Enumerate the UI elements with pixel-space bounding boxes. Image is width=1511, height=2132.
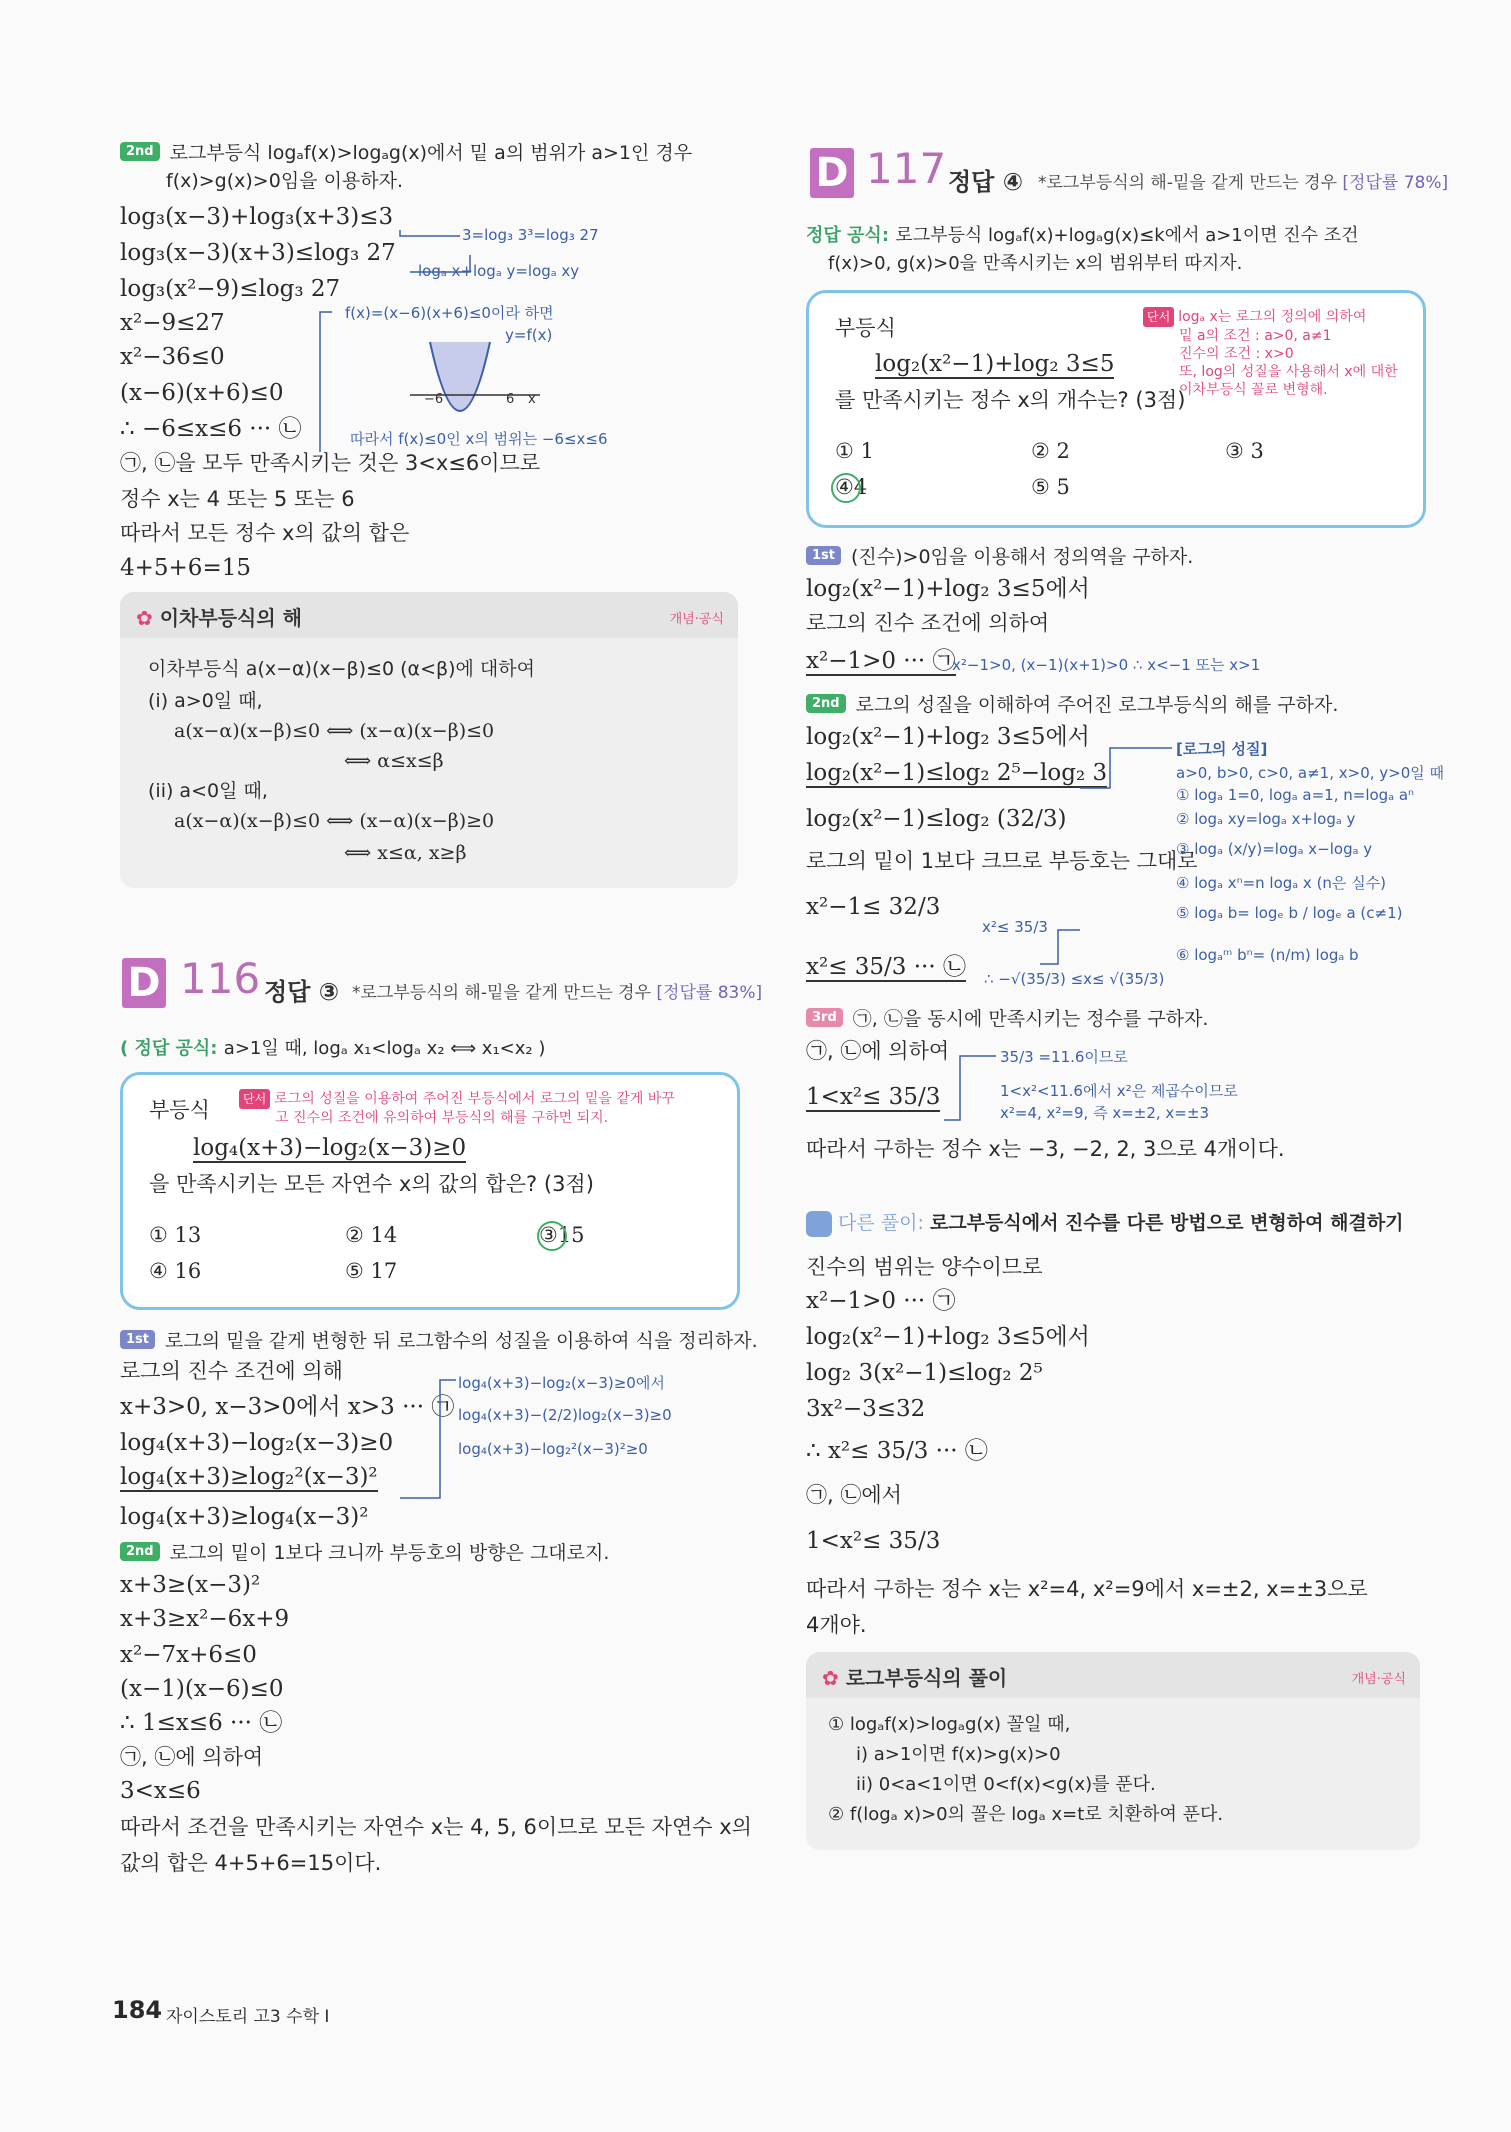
- solution-line: x²−36≤0: [120, 344, 225, 370]
- solution-line: 따라서 조건을 만족시키는 자연수 x는 4, 5, 6이므로 모든 자연수 x의: [120, 1815, 752, 1839]
- solution-line: log₄(x+3)−log₂(x−3)≥0: [120, 1430, 394, 1456]
- formula-line: 정답 공식: 로그부등식 logₐf(x)+logₐg(x)≤k에서 a>1이면 진수 조건 f(x)>0, g(x)>0을 만족시키는 x의 범위부터 따지자.: [806, 225, 1359, 274]
- concept-tag: 개념·공식: [1351, 1672, 1406, 1687]
- formula-line: ( 정답 공식: a>1일 때, logₐ x₁<logₐ x₂ ⟺ x₁<x₂ ): [120, 1038, 546, 1059]
- solution-line: x²−9≤27: [120, 310, 225, 336]
- alt-line: log₂ 3(x²−1)≤log₂ 2⁵: [806, 1360, 1043, 1386]
- solution-line: 로그의 밑이 1보다 크므로 부등호는 그대로: [806, 849, 1198, 873]
- question-text: 를 만족시키는 정수 x의 개수는? (3점): [835, 388, 1186, 412]
- problem-box-117: [806, 290, 1426, 528]
- problem-category: *로그부등식의 해-밑을 같게 만드는 경우 [정답률 83%]: [352, 983, 763, 1003]
- solution-line: ㉠, ㉡에 의하여: [806, 1039, 950, 1063]
- concept-line: a(x−α)(x−β)≤0 ⟺ (x−α)(x−β)≥0: [174, 810, 495, 832]
- alt-line: 4개야.: [806, 1613, 867, 1637]
- step-badge-2nd: 2nd: [120, 142, 160, 161]
- concept-line: (ii) a<0일 때,: [148, 780, 268, 802]
- solution-line: x+3≥x²−6x+9: [120, 1606, 290, 1632]
- choice-2[interactable]: ② 2: [1031, 439, 1070, 463]
- answer-label: 정답 ③: [264, 978, 340, 1006]
- annotation-arrows: [400, 1370, 460, 1500]
- solution-line: log₃(x²−9)≤log₃ 27: [120, 276, 341, 302]
- step-badge-1st: 1st: [120, 1330, 155, 1349]
- solution-line: x+3>0, x−3>0에서 x>3 ··· ㉠: [120, 1394, 455, 1420]
- problem-number: 117: [866, 144, 947, 193]
- concept-line: a(x−α)(x−β)≤0 ⟺ (x−α)(x−β)≤0: [174, 720, 495, 742]
- solution-line: log₃(x−3)+log₃(x+3)≤3: [120, 204, 394, 230]
- step2-header-cont: f(x)>g(x)>0임을 이용하자.: [166, 170, 404, 192]
- problem-box-116: [120, 1072, 740, 1310]
- graph-tick: −6: [424, 392, 444, 407]
- answer-circle: [537, 1221, 567, 1251]
- annotation-arrows: [940, 1050, 1000, 1130]
- solution-line: x²−1≤ 32/3: [806, 894, 941, 920]
- choice-5[interactable]: ⑤ 17: [345, 1259, 398, 1283]
- solution-line: 따라서 구하는 정수 x는 −3, −2, 2, 3으로 4개이다.: [806, 1137, 1285, 1161]
- problem-category: *로그부등식의 해-밑을 같게 만드는 경우 [정답률 78%]: [1038, 173, 1449, 193]
- question-text: 을 만족시키는 모든 자연수 x의 값의 합은? (3점): [149, 1172, 594, 1196]
- answer-label: 정답 ④: [948, 168, 1024, 196]
- choice-5[interactable]: ⑤ 5: [1031, 475, 1070, 499]
- props-line: ① logₐ 1=0, logₐ a=1, n=logₐ aⁿ: [1176, 786, 1415, 804]
- step1-header: 1st 로그의 밑을 같게 변형한 뒤 로그함수의 성질을 이용하여 식을 정리하자.: [120, 1326, 758, 1353]
- note: 따라서 f(x)≤0인 x의 범위는 −6≤x≤6: [350, 430, 608, 448]
- annotation-arrows: [1040, 740, 1190, 980]
- solution-line: x+3≥(x−3)²: [120, 1572, 261, 1598]
- hint-tip: 단서 logₐ x는 로그의 정의에 의하여 밑 a의 조건 : a>0, a≠1 진수의 조건 : x>0 또, log의 성질을 사용해서 x에 대한 이차부등식 꼴로 변형해.: [1143, 307, 1398, 399]
- note: x²=4, x²=9, 즉 x=±2, x=±3: [1000, 1104, 1209, 1122]
- props-line: a>0, b>0, c>0, a≠1, x>0, y>0일 때: [1176, 764, 1445, 782]
- step2-header: 2nd 로그의 성질을 이해하여 주어진 로그부등식의 해를 구하자.: [806, 690, 1338, 717]
- alt-line: 진수의 범위는 양수이므로: [806, 1255, 1043, 1279]
- step2-header: 2nd 로그부등식 logₐf(x)>logₐg(x)에서 밑 a의 범위가 a>1인 경우: [120, 138, 692, 165]
- concept-line: 이차부등식 a(x−α)(x−β)≤0 (α<β)에 대하여: [148, 658, 535, 680]
- question-formula: log₄(x+3)−log₂(x−3)≥0: [193, 1135, 467, 1161]
- book-title: 자이스토리 고3 수학 I: [166, 2007, 330, 2027]
- alt-line: 1<x²≤ 35/3: [806, 1528, 941, 1554]
- solution-line: 값의 합은 4+5+6=15이다.: [120, 1851, 382, 1875]
- correct-rate: [정답률 83%]: [656, 983, 763, 1003]
- solution-line: 따라서 모든 정수 x의 값의 합은: [120, 521, 410, 545]
- note: x²≤ 35/3: [982, 918, 1048, 936]
- solution-line: 1<x²≤ 35/3: [806, 1084, 941, 1110]
- solution-line: 로그의 진수 조건에 의해: [120, 1359, 343, 1383]
- note: f(x)=(x−6)(x+6)≤0이라 하면: [345, 304, 554, 322]
- alt-line: ㉠, ㉡에서: [806, 1483, 902, 1507]
- solution-line: 정수 x는 4 또는 5 또는 6: [120, 487, 355, 511]
- correct-rate: [정답률 78%]: [1342, 173, 1449, 193]
- props-line: ④ logₐ xⁿ=n logₐ x (n은 실수): [1176, 874, 1387, 892]
- solution-line: log₄(x+3)≥log₄(x−3)²: [120, 1504, 369, 1530]
- choice-4[interactable]: ④ 16: [149, 1259, 202, 1283]
- answer-circle: [831, 473, 861, 503]
- solution-line: log₂(x²−1)+log₂ 3≤5에서: [806, 576, 1090, 602]
- concept-box-log: [806, 1652, 1420, 1850]
- concept-line: (i) a>0일 때,: [148, 690, 263, 712]
- note: 35/3 =11.6이므로: [1000, 1048, 1128, 1066]
- props-line: ⑤ logₐ b= logₑ b / logₑ a (c≠1): [1176, 904, 1403, 922]
- section-d-tag: D: [810, 148, 854, 198]
- step-badge-1st: 1st: [806, 546, 841, 565]
- section-d-tag: D: [122, 958, 166, 1008]
- step-badge-2nd: 2nd: [120, 1542, 160, 1561]
- choice-3[interactable]: ③15: [539, 1223, 585, 1247]
- solution-line: log₃(x−3)(x+3)≤log₃ 27: [120, 240, 396, 266]
- solution-line: 4+5+6=15: [120, 555, 251, 581]
- note: x²−1>0, (x−1)(x+1)>0 ∴ x<−1 또는 x>1: [952, 656, 1261, 674]
- problem-number: 116: [180, 954, 261, 1003]
- hint-tip: 단서 로그의 성질을 이용하여 주어진 부등식에서 로그의 밑을 같게 바꾸 고 진수의 조건에 유의하여 부등식의 해를 구하면 되지.: [239, 1089, 675, 1127]
- concept-title: ✿ 로그부등식의 풀이: [822, 1666, 1008, 1690]
- puzzle-icon: [806, 1211, 832, 1237]
- solution-line: ∴ −6≤x≤6 ··· ㉡: [120, 416, 302, 442]
- choice-4[interactable]: ④4: [835, 475, 868, 499]
- concept-line: ii) 0<a<1이면 0<f(x)<g(x)를 푼다.: [856, 1774, 1156, 1795]
- choice-3[interactable]: ③ 3: [1225, 439, 1264, 463]
- flower-icon: ✿: [822, 1666, 846, 1690]
- step3-header: 3rd ㉠, ㉡을 동시에 만족시키는 정수를 구하자.: [806, 1004, 1208, 1031]
- concept-box-quadratic: [120, 592, 738, 888]
- concept-line: ② f(logₐ x)>0의 꼴은 logₐ x=t로 치환하여 푼다.: [828, 1804, 1224, 1825]
- props-title: [로그의 성질]: [1176, 740, 1268, 758]
- props-line: ③ logₐ (x/y)=logₐ x−logₐ y: [1176, 840, 1373, 858]
- concept-line: ⟺ x≤α, x≥β: [344, 842, 467, 864]
- step-badge-2nd: 2nd: [806, 694, 846, 713]
- choice-2[interactable]: ② 14: [345, 1223, 398, 1247]
- graph-tick: 6: [506, 392, 515, 407]
- solution-line: x²≤ 35/3 ··· ㉡: [806, 954, 966, 980]
- solution-line: ∴ 1≤x≤6 ··· ㉡: [120, 1710, 283, 1736]
- note: log₄(x+3)−log₂(x−3)≥0에서: [458, 1374, 665, 1392]
- question-formula: log₂(x²−1)+log₂ 3≤5: [875, 351, 1115, 377]
- choice-1[interactable]: ① 1: [835, 439, 874, 463]
- solution-line: log₂(x²−1)+log₂ 3≤5에서: [806, 724, 1090, 750]
- flower-icon: ✿: [136, 606, 160, 630]
- step-badge-3rd: 3rd: [806, 1008, 843, 1027]
- props-line: ② logₐ xy=logₐ x+logₐ y: [1176, 810, 1356, 828]
- concept-line: ① logₐf(x)>logₐg(x) 꼴일 때,: [828, 1714, 1071, 1735]
- note: log₄(x+3)−(2/2)log₂(x−3)≥0: [458, 1406, 672, 1424]
- concept-tag: 개념·공식: [669, 612, 724, 627]
- solution-line: x²−7x+6≤0: [120, 1642, 257, 1668]
- solution-line: log₂(x²−1)≤log₂ 2⁵−log₂ 3: [806, 760, 1108, 786]
- step2-header: 2nd 로그의 밑이 1보다 크니까 부등호의 방향은 그대로지.: [120, 1538, 609, 1565]
- alt-solution-header: 다른 풀이: 로그부등식에서 진수를 다른 방법으로 변형하여 해결하기: [806, 1208, 1404, 1237]
- concept-line: i) a>1이면 f(x)>g(x)>0: [856, 1744, 1061, 1765]
- page-number: 184: [112, 1996, 163, 2024]
- alt-line: log₂(x²−1)+log₂ 3≤5에서: [806, 1324, 1090, 1350]
- solution-line: x²−1>0 ··· ㉠: [806, 648, 956, 674]
- note: ∴ −√(35/3) ≤x≤ √(35/3): [984, 970, 1165, 988]
- solution-line: (x−6)(x+6)≤0: [120, 380, 284, 406]
- note: 1<x²<11.6에서 x²은 제곱수이므로: [1000, 1082, 1238, 1100]
- concept-title: ✿ 이차부등식의 해: [136, 606, 302, 630]
- solution-line: log₄(x+3)≥log₂²(x−3)²: [120, 1464, 378, 1490]
- question-text: 부등식: [835, 316, 896, 340]
- note: 3=log₃ 3³=log₃ 27: [462, 226, 599, 244]
- alt-line: 3x²−3≤32: [806, 1396, 926, 1422]
- graph-label: y=f(x): [505, 326, 553, 344]
- solution-line: 로그의 진수 조건에 의하여: [806, 611, 1050, 635]
- note: logₐ x+logₐ y=logₐ xy: [418, 262, 580, 280]
- choice-1[interactable]: ① 13: [149, 1223, 202, 1247]
- hint-badge: 단서: [1143, 307, 1174, 327]
- alt-line: x²−1>0 ··· ㉠: [806, 1288, 956, 1314]
- solution-line: ㉠, ㉡에 의하여: [120, 1745, 264, 1769]
- question-text: 부등식: [149, 1098, 210, 1122]
- solution-line: 3<x≤6: [120, 1778, 201, 1804]
- graph-axis-label: x: [528, 392, 536, 407]
- note: log₄(x+3)−log₂²(x−3)²≥0: [458, 1440, 648, 1458]
- solution-line: (x−1)(x−6)≤0: [120, 1676, 284, 1702]
- props-line: ⑥ logₐᵐ bⁿ= (n/m) logₐ b: [1176, 946, 1359, 964]
- alt-line: 따라서 구하는 정수 x는 x²=4, x²=9에서 x=±2, x=±3으로: [806, 1577, 1368, 1601]
- step1-header: 1st (진수)>0임을 이용해서 정의역을 구하자.: [806, 542, 1193, 569]
- solution-line: ㉠, ㉡을 모두 만족시키는 것은 3<x≤6이므로: [120, 451, 541, 475]
- alt-line: ∴ x²≤ 35/3 ··· ㉡: [806, 1438, 988, 1464]
- hint-badge: 단서: [239, 1089, 270, 1109]
- solution-line: log₂(x²−1)≤log₂ (32/3): [806, 806, 1067, 832]
- concept-line: ⟺ α≤x≤β: [344, 750, 444, 772]
